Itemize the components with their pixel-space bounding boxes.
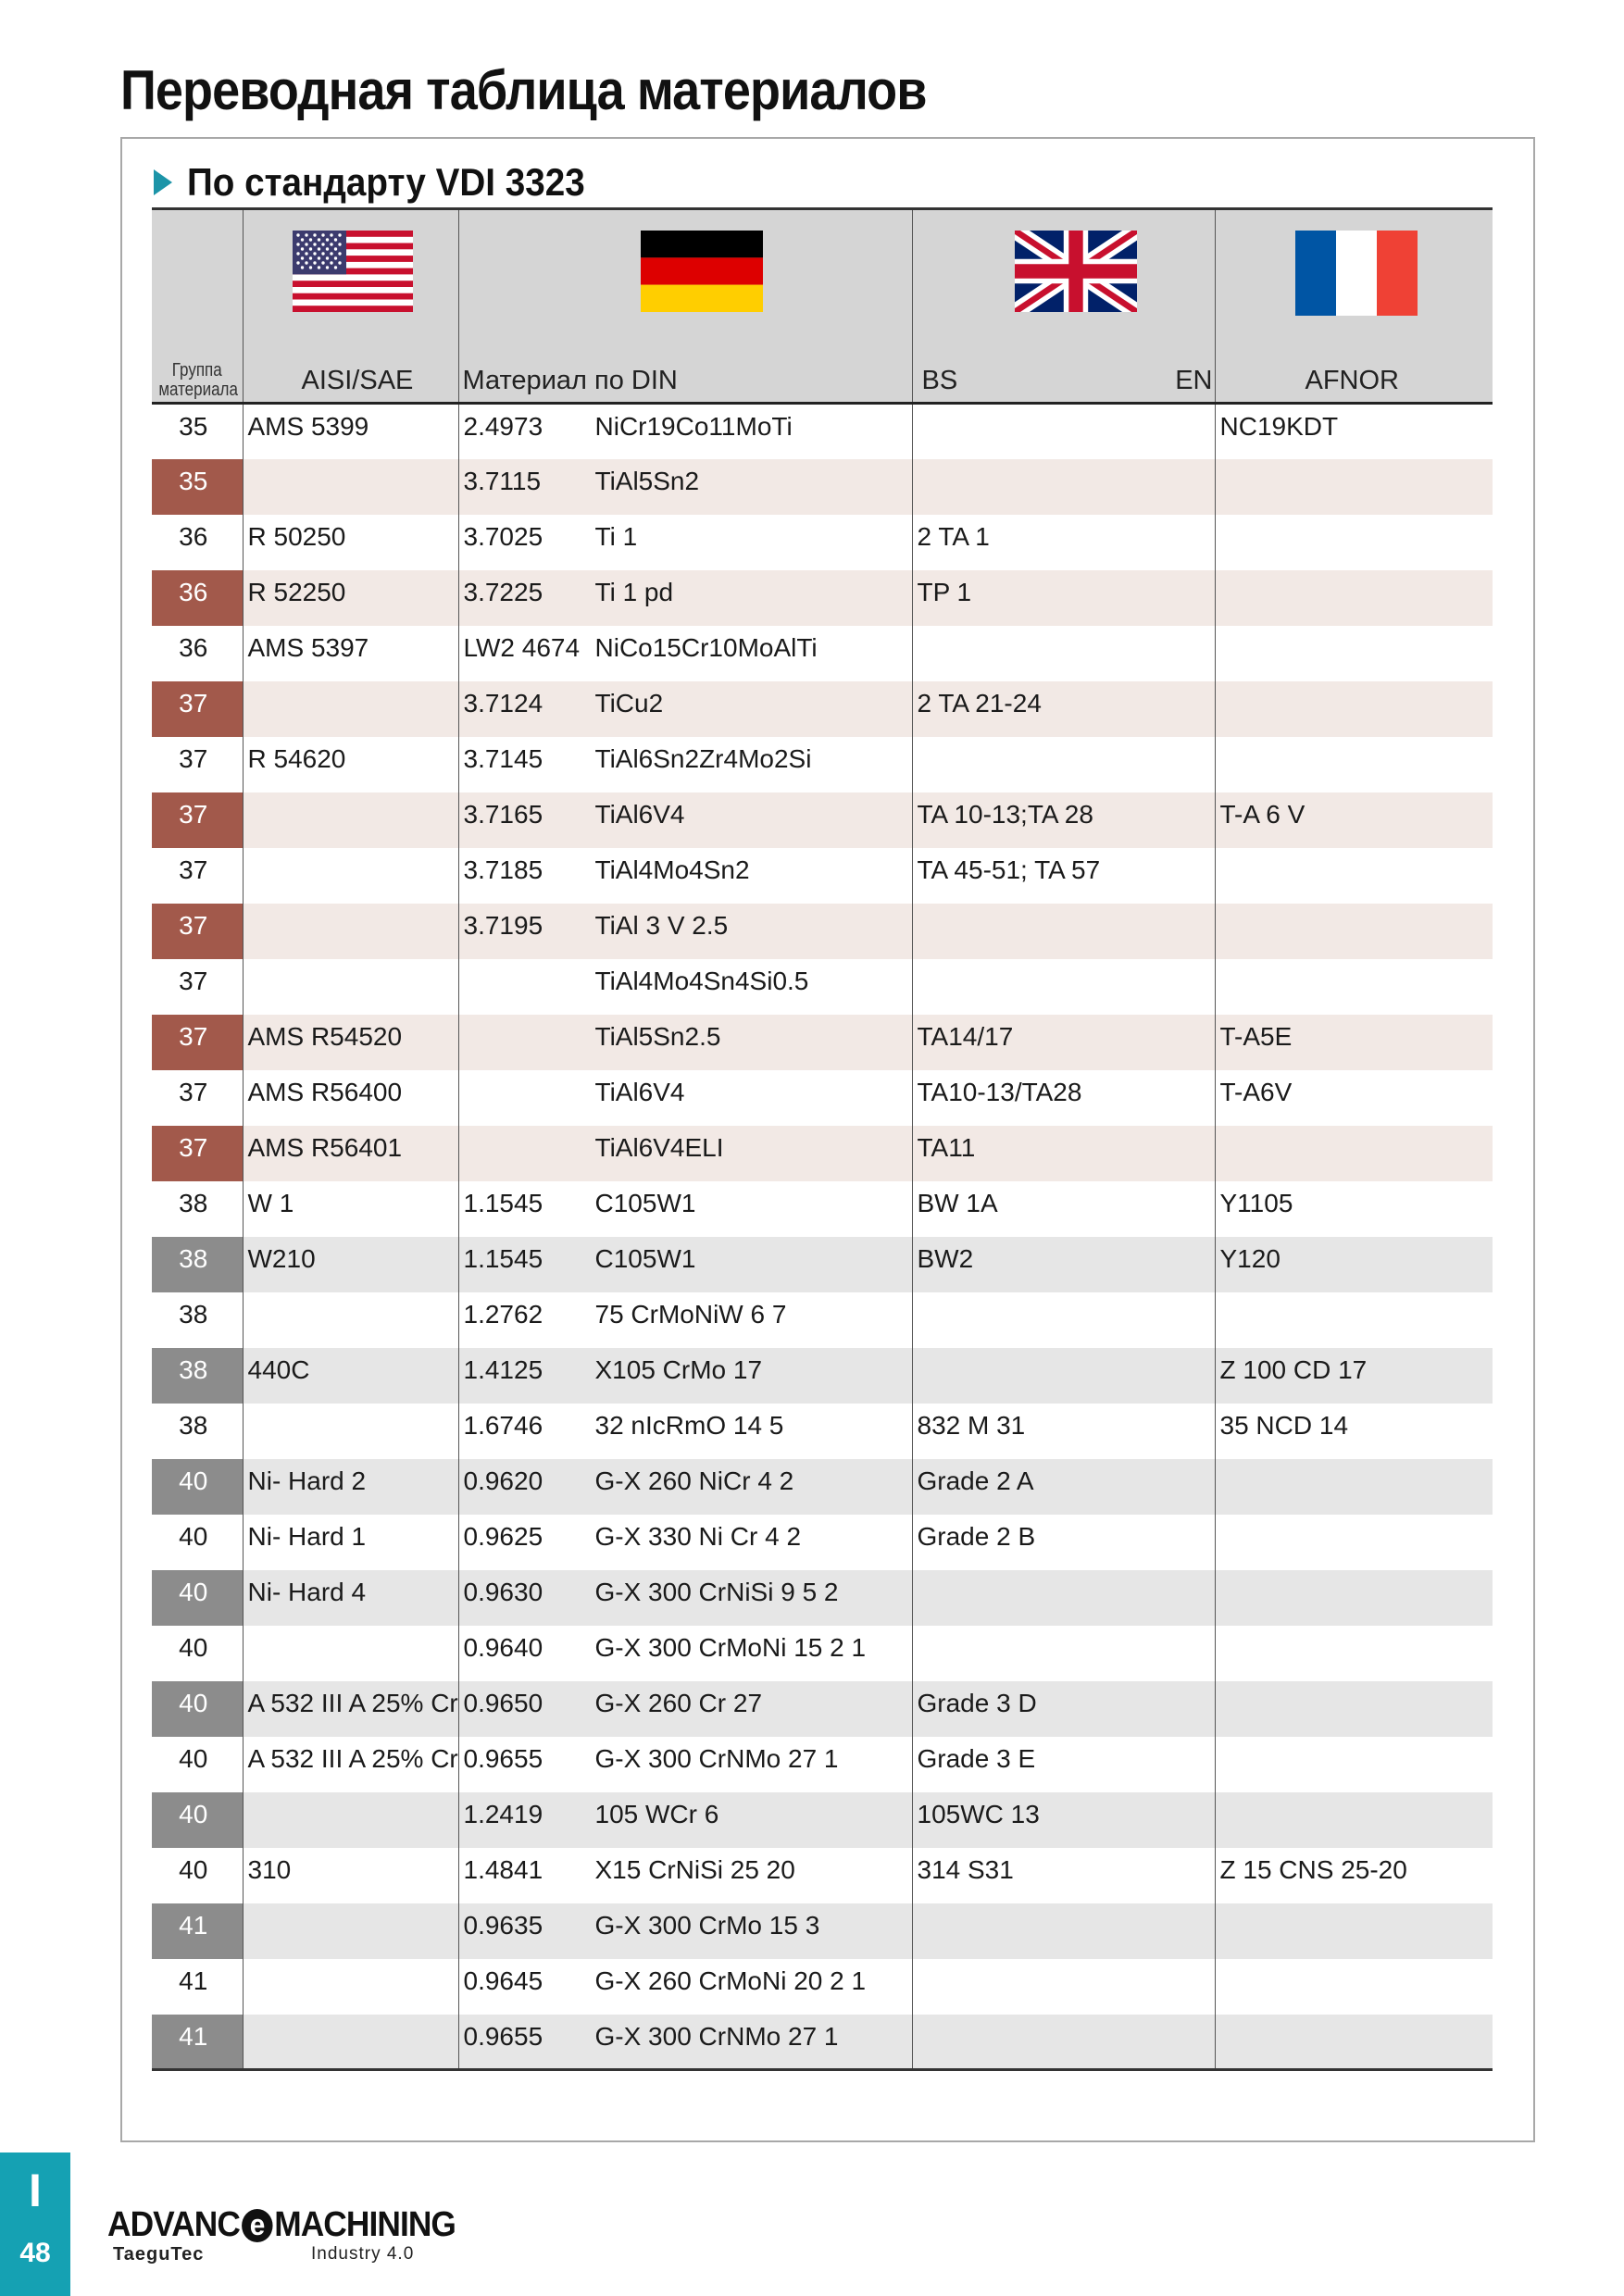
bs-cell: TA10-13/TA28 [912,1070,1215,1126]
table-row [152,737,1493,792]
din-designation: G-X 300 CrNMo 27 1 [594,2021,839,2051]
din-number: 3.7115 [463,466,542,495]
din-number: 3.7124 [463,688,543,718]
din-number: 0.9655 [463,1743,543,1773]
page-number: 48 [19,2238,51,2268]
afnor-cell [1215,459,1493,515]
din-number: 0.9635 [463,1910,543,1940]
din-designation: TiAl5Sn2.5 [594,1021,721,1051]
din-designation: TiAl6Sn2Zr4Mo2Si [594,743,812,773]
aisi-cell: R 52250 [243,570,458,626]
aisi-cell: R 50250 [243,515,458,570]
aisi-cell: A 532 III A 25% Cr [243,1681,458,1737]
group-cell: 40 [179,1632,208,1662]
din-number: 3.7165 [463,799,543,829]
aisi-cell [243,1903,458,1959]
din-cell [458,681,912,737]
table-row [152,1515,1493,1570]
aisi-cell [243,959,458,1015]
din-cell [458,959,912,1015]
din-cell [458,904,912,959]
aisi-cell [243,1792,458,1848]
din-number: 1.1545 [463,1188,543,1217]
header-bs-en [912,209,1215,404]
table-row [152,1903,1493,1959]
din-cell [458,515,912,570]
bs-cell [912,404,1215,459]
table-row [152,848,1493,904]
din-designation: TiAl6V4 [594,799,685,829]
din-cell [458,1404,912,1459]
din-designation: NiCo15Cr10MoAlTi [594,632,818,662]
aisi-cell [243,792,458,848]
bs-cell: Grade 2 B [912,1515,1215,1570]
din-number: 1.2419 [463,1799,543,1828]
aisi-cell: AMS 5397 [243,626,458,681]
group-cell: 41 [152,2015,243,2070]
din-cell [458,1903,912,1959]
din-designation: TiAl4Mo4Sn2 [594,855,750,884]
afnor-cell [1215,2015,1493,2070]
afnor-cell [1215,1626,1493,1681]
bs-cell [912,904,1215,959]
din-cell [458,1015,912,1070]
din-cell [458,1792,912,1848]
group-cell: 38 [179,1188,208,1217]
table-header-row [152,209,1493,404]
din-designation: C105W1 [594,1243,696,1273]
group-cell: 40 [179,1743,208,1773]
din-number: LW2 4674 [463,632,581,662]
aisi-cell: A 532 III A 25% Cr [243,1737,458,1792]
afnor-cell [1215,737,1493,792]
table-row [152,1570,1493,1626]
afnor-cell [1215,1515,1493,1570]
din-number: 1.1545 [463,1243,543,1273]
header-afnor-label: AFNOR [1305,366,1399,395]
brand-right: MACHINING [274,2205,456,2244]
afnor-cell: NC19KDT [1215,404,1493,459]
brand-tagline: Industry 4.0 [311,2244,415,2264]
din-designation: 32 nIcRmO 14 5 [594,1410,784,1440]
din-designation: TiAl6V4 [594,1077,685,1106]
din-cell [458,1848,912,1903]
header-aisi [243,209,458,404]
header-group-label: Группа материала [158,360,238,400]
group-cell: 38 [152,1348,243,1404]
group-cell: 37 [179,855,208,884]
din-cell [458,1570,912,1626]
din-number: 0.9630 [463,1577,543,1606]
din-cell [458,1348,912,1404]
brand-company: TaeguTec [113,2244,205,2265]
afnor-cell: Z 100 CD 17 [1215,1348,1493,1404]
group-cell: 36 [152,570,243,626]
bs-cell: TP 1 [912,570,1215,626]
group-cell: 37 [152,1015,243,1070]
din-designation: G-X 260 Cr 27 [594,1688,763,1717]
afnor-cell: Y120 [1215,1237,1493,1292]
section-subtitle [154,159,619,206]
afnor-cell [1215,848,1493,904]
din-cell [458,1681,912,1737]
table-row [152,959,1493,1015]
france-flag-icon [1295,231,1418,316]
din-cell [458,792,912,848]
din-cell [458,626,912,681]
din-cell [458,459,912,515]
din-cell [458,848,912,904]
group-cell: 38 [179,1299,208,1329]
table-row [152,792,1493,848]
aisi-cell: Ni- Hard 4 [243,1570,458,1626]
afnor-cell [1215,570,1493,626]
din-designation: X105 CrMo 17 [594,1354,763,1384]
subtitle-text: По стандарту VDI 3323 [187,160,585,204]
din-designation: G-X 300 CrNMo 27 1 [594,1743,839,1773]
group-cell: 40 [152,1681,243,1737]
afnor-cell [1215,1903,1493,1959]
group-cell: 41 [179,1965,208,1995]
aisi-cell: R 54620 [243,737,458,792]
din-number: 3.7145 [463,743,543,773]
din-cell [458,404,912,459]
bs-cell [912,737,1215,792]
table-row [152,1626,1493,1681]
din-cell [458,1737,912,1792]
table-row [152,1070,1493,1126]
group-cell: 41 [152,1903,243,1959]
aisi-cell [243,1626,458,1681]
afnor-cell [1215,959,1493,1015]
aisi-cell: Ni- Hard 1 [243,1515,458,1570]
din-designation: G-X 260 CrMoNi 20 2 1 [594,1965,867,1995]
din-designation: Ti 1 [594,521,638,551]
header-afnor [1215,209,1493,404]
table-row [152,1848,1493,1903]
aisi-cell: Ni- Hard 2 [243,1459,458,1515]
table-row [152,1404,1493,1459]
group-cell: 36 [179,632,208,662]
triangle-arrow-icon [154,169,172,195]
din-number: 0.9650 [463,1688,543,1717]
din-number: 3.7225 [463,577,543,606]
din-number: 0.9625 [463,1521,543,1551]
afnor-cell [1215,1959,1493,2015]
aisi-cell [243,681,458,737]
group-cell: 40 [152,1459,243,1515]
din-designation: G-X 260 NiCr 4 2 [594,1466,794,1495]
din-designation: G-X 300 CrMo 15 3 [594,1910,820,1940]
table-row [152,904,1493,959]
group-cell: 40 [179,1854,208,1884]
table-row [152,1237,1493,1292]
bs-cell [912,1292,1215,1348]
afnor-cell: Y1105 [1215,1181,1493,1237]
aisi-cell [243,1292,458,1348]
afnor-cell [1215,1681,1493,1737]
din-number: 3.7185 [463,855,543,884]
bs-cell: 2 TA 1 [912,515,1215,570]
table-row [152,1348,1493,1404]
bs-cell: Grade 2 A [912,1459,1215,1515]
din-number: 1.4125 [463,1354,543,1384]
table-row [152,1737,1493,1792]
header-aisi-label: AISI/SAE [301,366,414,395]
din-cell [458,1515,912,1570]
din-number: 3.7025 [463,521,543,551]
table-row [152,2015,1493,2070]
bs-cell: 832 M 31 [912,1404,1215,1459]
din-designation: TiCu2 [594,688,664,718]
bs-cell [912,1348,1215,1404]
table-row [152,404,1493,459]
afnor-cell [1215,626,1493,681]
din-designation: TiAl 3 V 2.5 [594,910,729,940]
din-cell [458,1126,912,1181]
afnor-cell: Z 15 CNS 25-20 [1215,1848,1493,1903]
aisi-cell: AMS R56401 [243,1126,458,1181]
aisi-cell [243,1959,458,2015]
din-designation: X15 CrNiSi 25 20 [594,1854,795,1884]
group-cell: 40 [179,1521,208,1551]
afnor-cell: T-A 6 V [1215,792,1493,848]
din-number: 1.6746 [463,1410,543,1440]
group-cell: 40 [152,1570,243,1626]
din-cell [458,1237,912,1292]
din-designation: G-X 300 CrMoNi 15 2 1 [594,1632,867,1662]
din-designation: G-X 330 Ni Cr 4 2 [594,1521,802,1551]
bs-cell [912,626,1215,681]
aisi-cell: W210 [243,1237,458,1292]
bs-cell: TA11 [912,1126,1215,1181]
group-cell: 37 [179,1077,208,1106]
din-cell [458,1181,912,1237]
section-letter: I [29,2165,42,2216]
materials-table [152,207,1493,2071]
table-row [152,1181,1493,1237]
afnor-cell [1215,681,1493,737]
brand-e-icon: e [242,2209,272,2242]
din-cell [458,1459,912,1515]
table-row [152,1959,1493,2015]
din-number: 0.9620 [463,1466,543,1495]
afnor-cell [1215,1459,1493,1515]
usa-flag-icon [292,231,414,312]
din-designation: Ti 1 pd [594,577,674,606]
aisi-cell: 310 [243,1848,458,1903]
table-row [152,1681,1493,1737]
aisi-cell: W 1 [243,1181,458,1237]
din-number: 1.2762 [463,1299,543,1329]
table-row [152,1015,1493,1070]
bs-cell: Grade 3 E [912,1737,1215,1792]
din-designation: 75 CrMoNiW 6 7 [594,1299,787,1329]
bs-cell: 314 S31 [912,1848,1215,1903]
din-number: 3.7195 [463,910,543,940]
din-designation: 105 WCr 6 [594,1799,719,1828]
bs-cell [912,1626,1215,1681]
din-cell [458,1070,912,1126]
afnor-cell [1215,1292,1493,1348]
afnor-cell: 35 NCD 14 [1215,1404,1493,1459]
afnor-cell [1215,515,1493,570]
aisi-cell [243,904,458,959]
aisi-cell [243,2015,458,2070]
group-cell: 37 [152,792,243,848]
din-number: 0.9640 [463,1632,543,1662]
brand-wordmark [107,2205,456,2245]
header-bs-label: BS [921,366,958,395]
afnor-cell [1215,1570,1493,1626]
din-designation: TiAl6V4ELI [594,1132,724,1162]
bs-cell [912,2015,1215,2070]
group-cell: 38 [152,1237,243,1292]
bs-cell: 105WC 13 [912,1792,1215,1848]
din-designation: TiAl4Mo4Sn4Si0.5 [594,966,809,995]
table-row [152,570,1493,626]
afnor-cell [1215,1126,1493,1181]
din-cell [458,1959,912,2015]
group-cell: 37 [152,904,243,959]
group-cell: 37 [179,743,208,773]
table-row [152,1292,1493,1348]
afnor-cell [1215,1792,1493,1848]
header-en-label: EN [1175,366,1213,395]
din-designation: C105W1 [594,1188,696,1217]
afnor-cell: T-A5E [1215,1015,1493,1070]
bs-cell: TA14/17 [912,1015,1215,1070]
bs-cell [912,1903,1215,1959]
table-row [152,681,1493,737]
bs-cell: BW 1A [912,1181,1215,1237]
page-title: Переводная таблица материалов [120,59,927,121]
group-cell: 35 [179,412,208,441]
bs-cell [912,959,1215,1015]
bs-cell: BW2 [912,1237,1215,1292]
din-designation: NiCr19Co11MoTi [594,412,793,441]
din-cell [458,1292,912,1348]
bs-cell [912,1570,1215,1626]
din-cell [458,2015,912,2070]
din-number: 2.4973 [463,412,543,441]
group-cell: 36 [179,521,208,551]
table-row [152,515,1493,570]
din-cell [458,570,912,626]
table-row [152,1459,1493,1515]
aisi-cell [243,459,458,515]
brand-logo [107,2205,456,2270]
table-row [152,1792,1493,1848]
group-cell: 38 [179,1410,208,1440]
aisi-cell [243,1404,458,1459]
bs-cell: TA 45-51; TA 57 [912,848,1215,904]
group-cell: 37 [152,1126,243,1181]
afnor-cell: T-A6V [1215,1070,1493,1126]
bs-cell [912,459,1215,515]
bs-cell: 2 TA 21-24 [912,681,1215,737]
afnor-cell [1215,904,1493,959]
bs-cell: TA 10-13;TA 28 [912,792,1215,848]
aisi-cell: AMS R54520 [243,1015,458,1070]
group-cell: 37 [179,966,208,995]
din-cell [458,737,912,792]
bs-cell [912,1959,1215,2015]
din-designation: G-X 300 CrNiSi 9 5 2 [594,1577,839,1606]
group-cell: 35 [152,459,243,515]
din-number: 0.9645 [463,1965,543,1995]
table-row [152,1126,1493,1181]
din-cell [458,1626,912,1681]
aisi-cell [243,848,458,904]
din-designation: TiAl5Sn2 [594,466,700,495]
header-din-label: Материал по DIN [462,366,678,395]
din-number: 0.9655 [463,2021,543,2051]
section-tab [0,2152,70,2296]
header-group [152,209,243,404]
aisi-cell: AMS R56400 [243,1070,458,1126]
uk-flag-icon [1015,231,1137,312]
group-cell: 37 [152,681,243,737]
bs-cell: Grade 3 D [912,1681,1215,1737]
table-row [152,626,1493,681]
aisi-cell: 440C [243,1348,458,1404]
table-row [152,459,1493,515]
germany-flag-icon [641,231,763,312]
group-cell: 40 [152,1792,243,1848]
brand-left: ADVANC [107,2205,240,2244]
header-din [458,209,912,404]
aisi-cell: AMS 5399 [243,404,458,459]
afnor-cell [1215,1737,1493,1792]
din-number: 1.4841 [463,1854,543,1884]
